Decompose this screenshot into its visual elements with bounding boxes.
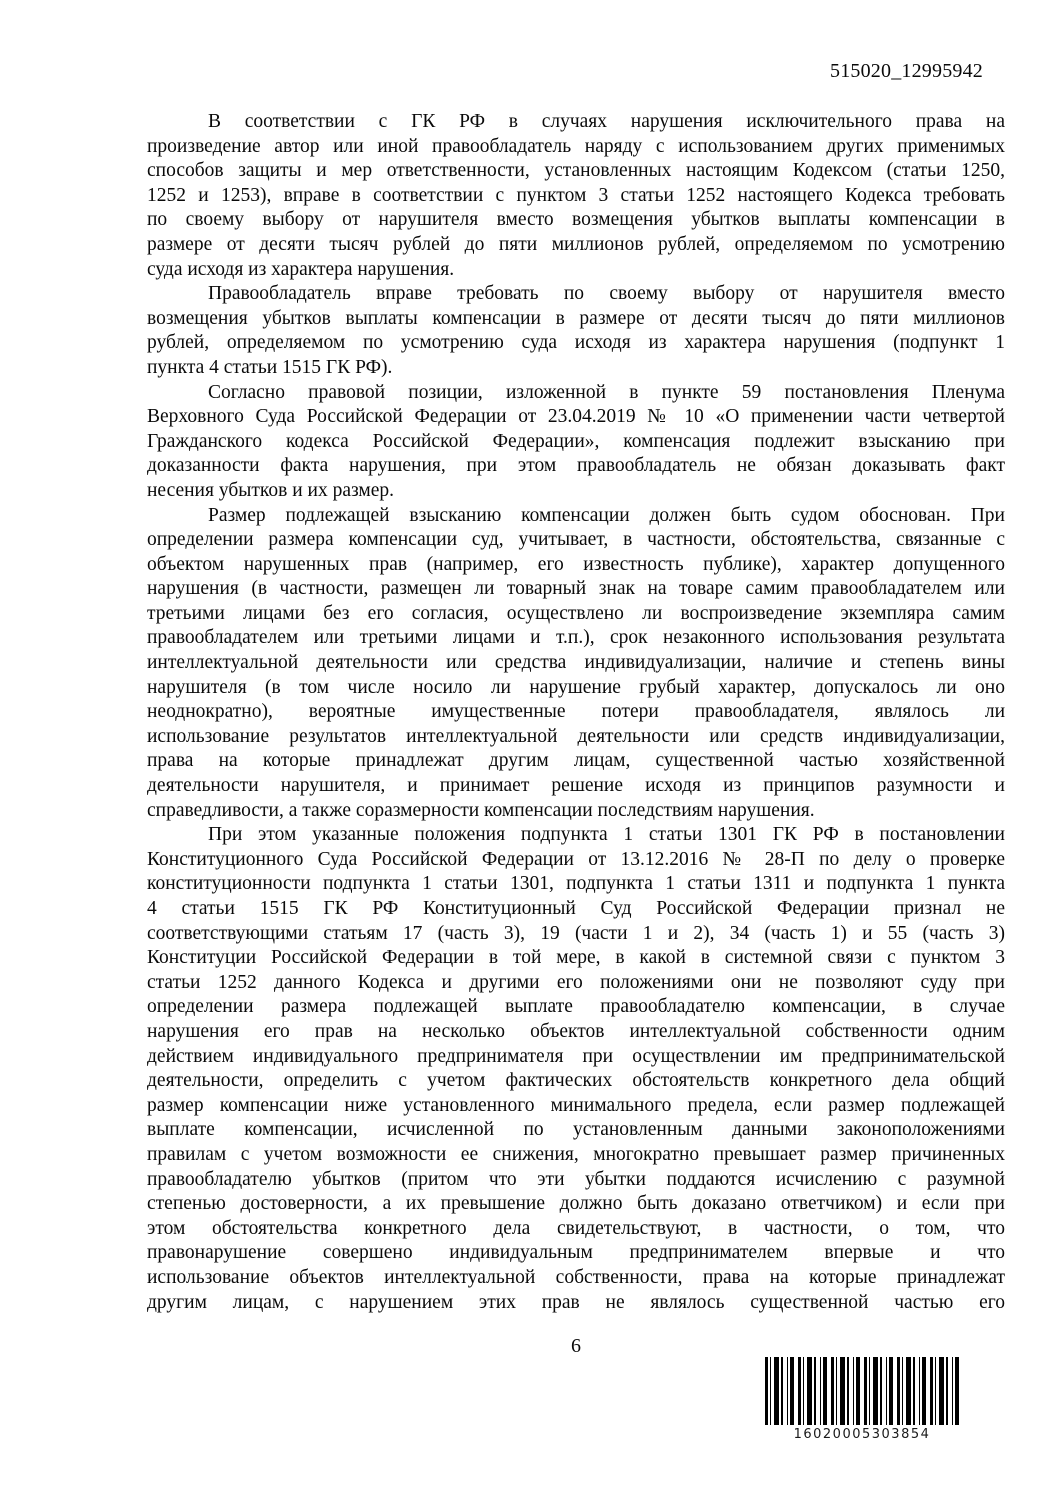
- text-line: действием индивидуального предпринимателя при осуществлении им предпринимательской: [147, 1045, 1005, 1067]
- text-line: Верховного Суда Российской Федерации от 23.04.2019 № 10 «О применении части четвертой: [147, 406, 1005, 428]
- text-line: несения убытков и их размер.: [147, 479, 395, 501]
- text-line: При этом указанные положения подпункта 1 статьи 1301 ГК РФ в постановлении: [208, 824, 1005, 846]
- text-line: правилам с учетом возможности ее снижения, многократно превышает размер причиненных: [147, 1143, 1005, 1165]
- text-line: произведение автор или иной правообладатель наряду с использованием других применимых: [147, 135, 1005, 157]
- text-line: степенью достоверности, а их превышение должно быть доказано ответчиком) и если при: [147, 1193, 1005, 1215]
- text-line: размер компенсации ниже установленного минимального предела, если размер подлежащей: [147, 1094, 1005, 1116]
- text-line: Гражданского кодекса Российской Федерации», компенсация подлежит взысканию при: [147, 430, 1005, 452]
- text-line: Правообладатель вправе требовать по своему выбору от нарушителя вместо: [208, 283, 1005, 305]
- text-line: пункта 4 статьи 1515 ГК РФ).: [147, 356, 393, 378]
- text-line: Конституции Российской Федерации в той мере, в какой в системной связи с пунктом 3: [147, 947, 1005, 969]
- text-line: конституционности подпункта 1 статьи 1301, подпункта 1 статьи 1311 и подпункта 1 пункта: [147, 873, 1005, 895]
- text-line: справедливости, а также соразмерности компенсации последствиям нарушения.: [147, 799, 815, 821]
- text-line: доказанности факта нарушения, при этом правообладатель не обязан доказывать факт: [147, 455, 1005, 477]
- text-line: нарушения его прав на несколько объектов интеллектуальной собственности одним: [147, 1020, 1005, 1042]
- text-line: Согласно правовой позиции, изложенной в пункте 59 постановления Пленума: [208, 381, 1005, 403]
- text-line: способов защиты и мер ответственности, установленных настоящим Кодексом (статьи 1250,: [147, 160, 1005, 182]
- barcode-bars-image: [765, 1357, 959, 1425]
- document-body: [147, 110, 1005, 1315]
- text-line: статьи 1252 данного Кодекса и другими его положениями они не позволяют суду при: [147, 971, 1005, 993]
- text-line: определении размера подлежащей выплате правообладателю компенсации, в случае: [147, 996, 1005, 1018]
- text-line: по своему выбору от нарушителя вместо возмещения убытков выплаты компенсации в: [147, 209, 1005, 231]
- text-line: 1252 и 1253), вправе в соответствии с пунктом 3 статьи 1252 настоящего Кодекса требовать: [147, 184, 1005, 206]
- text-line: правообладателем или третьими лицами и т.п.), срок незаконного использования результата: [147, 627, 1005, 649]
- text-line: определении размера компенсации суд, учитывает, в частности, обстоятельства, связанные с: [147, 529, 1005, 551]
- text-line: размере от десяти тысяч рублей до пяти миллионов рублей, определяемом по усмотрению: [147, 233, 1005, 255]
- text-line: суда исходя из характера нарушения.: [147, 258, 455, 280]
- text-line: неоднократно), вероятные имущественные потери правообладателя, являлось ли: [147, 701, 1005, 723]
- barcode-digits: 16020005303854: [793, 1427, 931, 1442]
- text-line: третьими лицами без его согласия, осуществлено ли воспроизведение экземпляра самим: [147, 602, 1005, 624]
- document-number: 515020_12995942: [830, 60, 983, 82]
- text-line: нарушителя (в том числе носило ли нарушение грубый характер, допускалось ли оно: [147, 676, 1005, 698]
- text-line: рублей, определяемом по усмотрению суда исходя из характера нарушения (подпункт 1: [147, 332, 1005, 354]
- text-line: деятельности, определить с учетом фактических обстоятельств конкретного дела общий: [147, 1070, 1005, 1092]
- text-line: интеллектуальной деятельности или средства индивидуализации, наличие и степень вины: [147, 652, 1005, 674]
- text-line: использование объектов интеллектуальной собственности, права на которые принадлежат: [147, 1266, 1005, 1288]
- text-line: Размер подлежащей взысканию компенсации должен быть судом обоснован. При: [208, 504, 1005, 526]
- text-line: использование результатов интеллектуальной деятельности или средств индивидуализации,: [147, 725, 1005, 747]
- text-line: соответствующими статьям 17 (часть 3), 19 (части 1 и 2), 34 (часть 1) и 55 (часть 3): [147, 922, 1005, 944]
- barcode: [765, 1357, 959, 1442]
- text-line: правообладателю убытков (притом что эти убытки поддаются исчислению с разумной: [147, 1168, 1005, 1190]
- text-line: возмещения убытков выплаты компенсации в размере от десяти тысяч до пяти миллионов: [147, 307, 1005, 329]
- text-line: объектом нарушенных прав (например, его известность публике), характер допущенного: [147, 553, 1005, 575]
- text-line: другим лицам, с нарушением этих прав не являлось существенной частью его: [147, 1291, 1005, 1313]
- text-line: права на которые принадлежат другим лицам, существенной частью хозяйственной: [147, 750, 1005, 772]
- text-line: 4 статьи 1515 ГК РФ Конституционный Суд Российской Федерации признал не: [147, 898, 1005, 919]
- page-number: 6: [571, 1335, 581, 1357]
- text-line: деятельности нарушителя, и принимает решение исходя из принципов разумности и: [147, 775, 1005, 797]
- text-line: Конституционного Суда Российской Федерации от 13.12.2016 № 28-П по делу о проверке: [147, 848, 1005, 870]
- text-line: правонарушение совершено индивидуальным предпринимателем впервые и что: [147, 1242, 1005, 1264]
- text-line: В соответствии с ГК РФ в случаях нарушения исключительного права на: [208, 111, 1005, 132]
- text-line: этом обстоятельства конкретного дела свидетельствуют, в частности, о том, что: [147, 1217, 1005, 1239]
- text-line: нарушения (в частности, размещен ли товарный знак на товаре самим правообладателем или: [147, 578, 1005, 600]
- text-line: выплате компенсации, исчисленной по установленным данными законоположениями: [147, 1119, 1005, 1141]
